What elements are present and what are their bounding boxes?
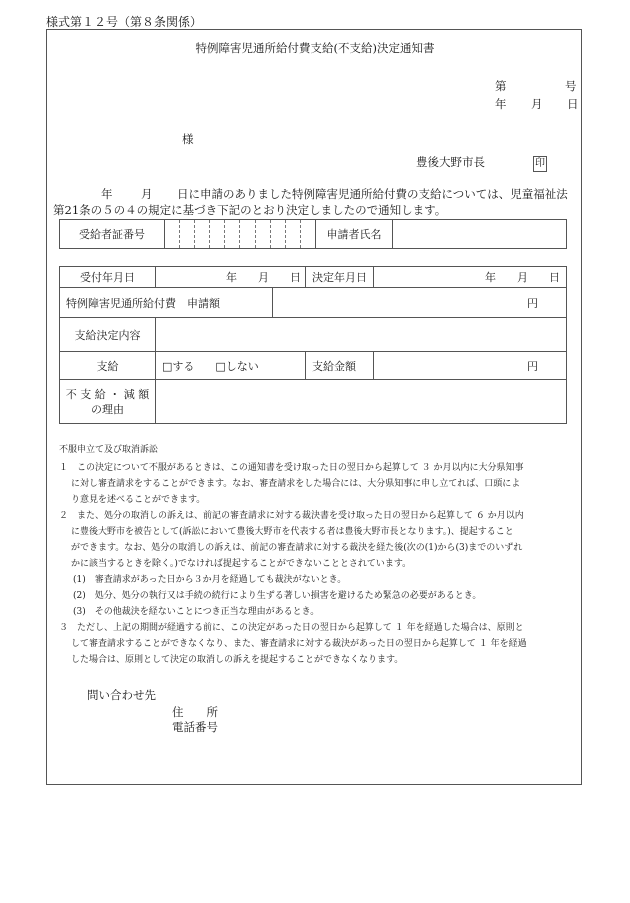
- note-2-line: ができます。なお、処分の取消しの訴えは、前記の審査請求に対する裁決を経た後(次の(1)から(3)までのいずれ: [71, 543, 523, 553]
- applicant-name-label: 申請者氏名: [316, 220, 393, 249]
- payment-amount-label: 支給金額: [306, 352, 374, 380]
- payment-amount-field[interactable]: [374, 352, 567, 380]
- recipient-number-cells[interactable]: [165, 220, 316, 249]
- intro-text-line2: 第21条の５の４の規定に基づき下記のとおり決定しましたので通知します。: [53, 203, 447, 217]
- recipient-number-label: 受給者証番号: [60, 220, 165, 249]
- decision-content-label: 支給決定内容: [60, 318, 156, 352]
- note-2-line: に豊後大野市を被告として(訴訟において豊後大野市を代表する者は豊後大野市長となります。)、提起すること: [71, 527, 514, 537]
- number-prefix: 第: [495, 79, 507, 93]
- note-1-line: １ この決定について不服があるときは、この通知書を受け取った日の翌日から起算して ３ か月以内に大分県知事: [59, 463, 524, 473]
- amount-applied-label: 特例障害児通所給付費 申請額: [60, 288, 273, 318]
- received-date-label: 受付年月日: [60, 267, 156, 288]
- note-3-line: ３ ただし、上記の期間が経過する前に、この決定があった日の翌日から起算して １ 年を経過した場合は、原則と: [59, 623, 524, 633]
- intro-month: 月: [141, 187, 153, 201]
- intro-text-line1: 日に申請のありました特例障害児通所給付費の支給については、児童福祉法: [177, 187, 568, 201]
- received-date-field[interactable]: 年 月 日: [156, 267, 306, 288]
- note-3-line: した場合は、原則として決定の取消しの訴えを提起することができなくなります。: [71, 655, 404, 665]
- recipient-table: [59, 219, 567, 249]
- document-title: 特例障害児通所給付費支給(不支給)決定通知書: [195, 41, 435, 55]
- payment-label: 支給: [60, 352, 156, 380]
- date-month: 月: [531, 97, 543, 111]
- form-label: 様式第１２号（第８条関係）: [46, 15, 203, 29]
- option-yes-checkbox[interactable]: □する: [162, 359, 195, 373]
- note-1-line: り意見を述べることができます。: [71, 495, 206, 505]
- option-no-checkbox[interactable]: □しない: [215, 359, 259, 373]
- seal-mark: 印: [533, 156, 547, 172]
- intro-year: 年: [101, 187, 113, 201]
- date-day: 日: [567, 97, 579, 111]
- payment-options[interactable]: [156, 352, 306, 380]
- note-2-line: かに該当するときを除く。)でなければ提起することができないこととされています。: [71, 559, 412, 569]
- contact-address-label: 住 所: [172, 705, 218, 719]
- applicant-name-field[interactable]: [393, 220, 567, 249]
- note-3-line: して審査請求することができなくなり、また、審査請求に対する裁決があった日の翌日から起算して １ 年を経過: [71, 639, 527, 649]
- amount-applied-field[interactable]: [273, 288, 567, 318]
- decision-date-field[interactable]: 年 月 日: [374, 267, 567, 288]
- note-2-sub-1: (1) 審査請求があった日から３か月を経過しても裁決がないとき。: [73, 575, 347, 585]
- decision-date-label: 決定年月日: [306, 267, 374, 288]
- issuer-name: 豊後大野市長: [416, 155, 485, 169]
- reason-label: 不 支 給 ・ 減 額 の理由: [60, 380, 156, 424]
- yen-unit: 円: [527, 359, 538, 373]
- decision-table: [59, 266, 567, 424]
- yen-unit: 円: [527, 296, 538, 310]
- note-2-sub-2: (2) 処分、処分の執行又は手続の続行により生ずる著しい損害を避けるため緊急の必要があるとき。: [73, 591, 482, 601]
- contact-heading: 問い合わせ先: [87, 688, 156, 702]
- number-suffix: 号: [565, 79, 577, 93]
- date-year: 年: [495, 97, 507, 111]
- notes-heading: 不服申立て及び取消訴訟: [59, 445, 159, 455]
- note-2-sub-3: (3) その他裁決を経ないことにつき正当な理由があるとき。: [73, 607, 320, 617]
- recipient-suffix: 様: [182, 132, 194, 146]
- decision-content-field[interactable]: [156, 318, 567, 352]
- note-1-line: に対し審査請求をすることができます。なお、審査請求をした場合には、大分県知事に申し立てれば、口頭によ: [71, 479, 521, 489]
- notice-frame: [46, 29, 582, 785]
- notes-section: [59, 442, 527, 668]
- reason-field[interactable]: [156, 380, 567, 424]
- note-2-line: ２ また、処分の取消しの訴えは、前記の審査請求に対する裁決書を受け取った日の翌日から起算して ６ か月以内: [59, 511, 524, 521]
- contact-phone-label: 電話番号: [172, 720, 218, 734]
